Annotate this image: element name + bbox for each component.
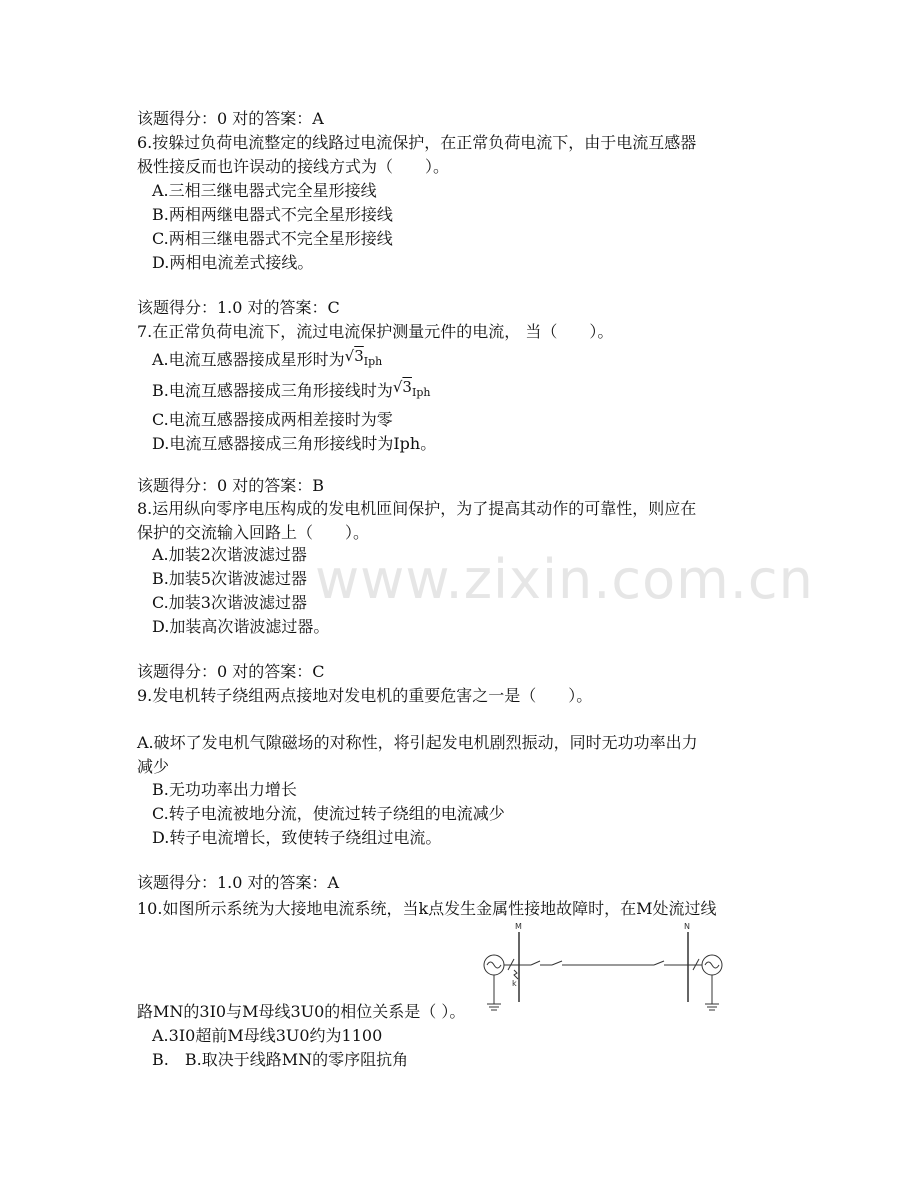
q7-option-a <box>152 348 382 374</box>
label-n: N <box>684 922 690 931</box>
q7-option-b <box>152 379 430 405</box>
q6-score: 该题得分：1.0 对的答案：C <box>137 298 340 317</box>
q6-option-d: D.两相电流差式接线。 <box>152 253 314 272</box>
q8-option-a: A.加装2次谐波滤过器 <box>152 545 307 564</box>
q9-option-a-line1: A.破坏了发电机气隙磁场的对称性，将引起发电机剧烈振动，同时无功功率出力 <box>137 733 698 752</box>
q10-stem-line1: 10.如图所示系统为大接地电流系统，当k点发生金属性接地故障时，在M处流过线 <box>137 899 717 918</box>
q8-option-d: D.加装高次谐波滤过器。 <box>152 617 330 636</box>
q8-option-c: C.加装3次谐波滤过器 <box>152 593 307 612</box>
q6-option-b: B.两相两继电器式不完全星形接线 <box>152 205 393 224</box>
q6-option-c: C.两相三继电器式不完全星形接线 <box>152 229 393 248</box>
q8-stem-line1: 8.运用纵向零序电压构成的发电机匝间保护，为了提高其动作的可靠性，则应在 <box>137 499 697 518</box>
q9-option-c: C.转子电流被地分流，使流过转子绕组的电流减少 <box>152 804 505 823</box>
breaker-m-icon <box>531 961 540 965</box>
q7-option-d: D.电流互感器接成三角形接线时为Iph。 <box>152 434 437 453</box>
q7-score: 该题得分：0 对的答案：B <box>137 476 325 495</box>
q9-option-d: D.转子电流增长，致使转子绕组过电流。 <box>152 828 442 847</box>
q9-score: 该题得分：1.0 对的答案：A <box>137 873 340 892</box>
label-m: M <box>515 922 522 931</box>
q9-option-b: B.无功功率出力增长 <box>152 780 297 799</box>
q10-option-b: B. B.取决于线路MN的零序阻抗角 <box>152 1050 409 1069</box>
q6-option-a: A.三相三继电器式完全星形接线 <box>152 181 377 200</box>
q9-stem: 9.发电机转子绕组两点接地对发电机的重要危害之一是（ ）。 <box>137 686 593 705</box>
q7-option-a-iph: Iph <box>363 355 383 368</box>
breaker-n-icon <box>654 961 664 965</box>
sqrt-symbol: √ <box>392 378 403 396</box>
sqrt-radicand: 3 <box>354 347 364 365</box>
switch-icon <box>552 961 562 965</box>
q7-option-b-text: B.电流互感器接成三角形接线时为 <box>152 381 393 400</box>
q10-option-a: A.3I0超前M母线3U0约为1100 <box>152 1026 383 1045</box>
sqrt3-formula <box>393 378 412 396</box>
sqrt-symbol: √ <box>344 347 355 365</box>
q7-stem: 7.在正常负荷电流下，流过电流保护测量元件的电流， 当（ ）。 <box>137 322 614 341</box>
q7-option-a-text: A.电流互感器接成星形时为 <box>152 350 345 369</box>
label-k: k <box>512 979 517 988</box>
sqrt-radicand: 3 <box>402 378 412 396</box>
watermark: www.zixin.com.cn <box>315 548 814 611</box>
q9-option-a-line2: 减少 <box>137 757 170 776</box>
q8-score: 该题得分：0 对的答案：C <box>137 662 325 681</box>
q6-stem-line1: 6.按躲过负荷电流整定的线路过电流保护，在正常负荷电流下，由于电流互感器 <box>137 133 697 152</box>
q8-option-b: B.加装5次谐波滤过器 <box>152 569 308 588</box>
q8-stem-line2: 保护的交流输入回路上（ ）。 <box>137 523 370 542</box>
circuit-diagram <box>478 918 728 1018</box>
q10-stem-line2: 路MN的3I0与M母线3U0的相位关系是（ ）。 <box>137 1002 466 1021</box>
fault-k-icon <box>514 970 518 979</box>
sqrt3-formula <box>345 347 364 365</box>
q7-option-c: C.电流互感器接成两相差接时为零 <box>152 410 393 429</box>
q6-stem-line2: 极性接反而也许误动的接线方式为（ ）。 <box>137 157 450 176</box>
q5-score: 该题得分：0 对的答案：A <box>137 109 324 128</box>
q7-option-b-iph: Iph <box>411 386 431 399</box>
